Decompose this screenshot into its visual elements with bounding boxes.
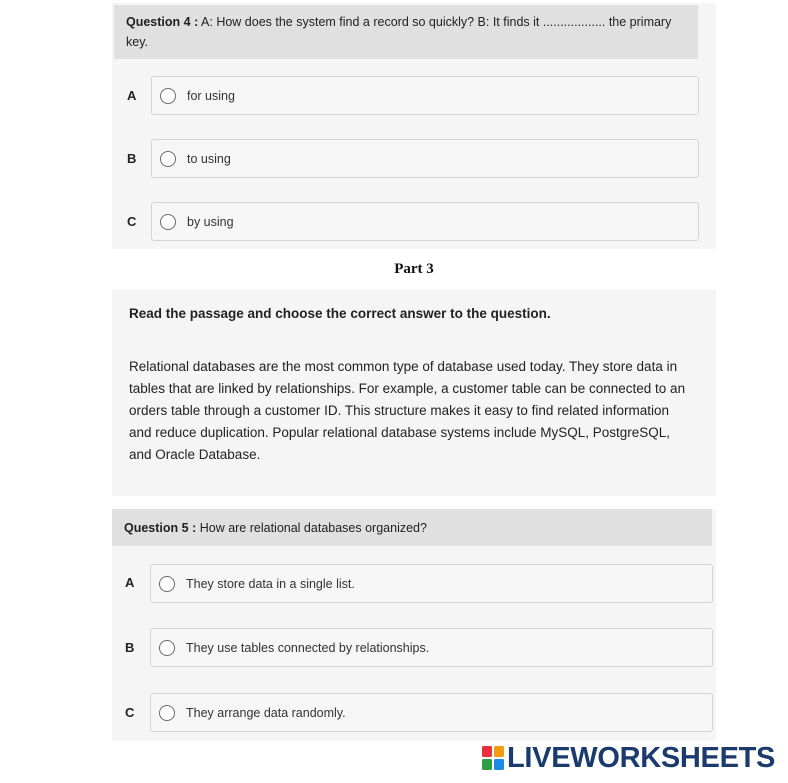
question-4-text: A: How does the system find a record so quickly? B: It finds it .................. the primary: [201, 15, 672, 29]
q4-option-c-letter: C: [127, 214, 137, 229]
passage-line: Relational databases are the most common type of database used today. They store data in: [129, 359, 678, 374]
q5-option-b[interactable]: [150, 628, 713, 667]
q4-option-b-letter: B: [127, 151, 137, 166]
q5-option-a-radio[interactable]: [159, 576, 175, 592]
q4-option-a-letter: A: [127, 88, 137, 103]
passage-line: and reduce duplication. Popular relational database systems include MySQL, PostgreSQL,: [129, 425, 671, 440]
q5-option-a[interactable]: [150, 564, 713, 603]
q4-option-a[interactable]: [151, 76, 699, 115]
q4-option-b-radio[interactable]: [160, 151, 176, 167]
q5-option-a-letter: A: [125, 575, 135, 590]
q4-option-c-text: by using: [187, 214, 234, 229]
liveworksheets-logo-icon: [481, 745, 505, 771]
logo-block-green: [482, 759, 492, 770]
question-4-line1: [126, 12, 686, 32]
liveworksheets-logo-text: LIVEWORKSHEETS: [507, 742, 776, 774]
passage-line: and Oracle Database.: [129, 447, 261, 462]
question-4-header: [114, 5, 698, 59]
part-3-title: Part 3: [394, 261, 434, 277]
passage-line: tables that are linked by relationships. For example, a customer table can be connected to an: [129, 381, 686, 396]
logo-block-yellow: [494, 746, 504, 757]
q4-option-a-radio[interactable]: [160, 88, 176, 104]
q4-option-c-radio[interactable]: [160, 214, 176, 230]
question-4-prefix: Question 4 :: [126, 15, 199, 29]
q5-option-b-letter: B: [125, 640, 135, 655]
q5-option-c-text: They arrange data randomly.: [186, 705, 346, 720]
q4-option-c[interactable]: [151, 202, 699, 241]
q5-option-b-text: They use tables connected by relationships.: [186, 640, 430, 655]
question-5-prefix: Question 5 :: [124, 521, 197, 535]
logo-block-blue: [494, 759, 504, 770]
q4-option-b-text: to using: [187, 151, 231, 166]
q5-option-c-letter: C: [125, 705, 135, 720]
passage-text: [129, 356, 709, 466]
q5-option-b-radio[interactable]: [159, 640, 175, 656]
question-4-line2: key.: [126, 35, 148, 49]
logo-block-red: [482, 746, 492, 757]
question-5-header: [112, 509, 712, 546]
passage-line: orders table through a customer ID. This structure makes it easy to find related information: [129, 403, 669, 418]
passage-instruction: Read the passage and choose the correct answer to the question.: [129, 306, 551, 321]
q4-option-a-text: for using: [187, 88, 235, 103]
q5-option-c[interactable]: [150, 693, 713, 732]
question-5-text: How are relational databases organized?: [199, 521, 427, 535]
q4-option-b[interactable]: [151, 139, 699, 178]
liveworksheets-logo: [481, 743, 775, 773]
q5-option-c-radio[interactable]: [159, 705, 175, 721]
q5-option-a-text: They store data in a single list.: [186, 576, 355, 591]
